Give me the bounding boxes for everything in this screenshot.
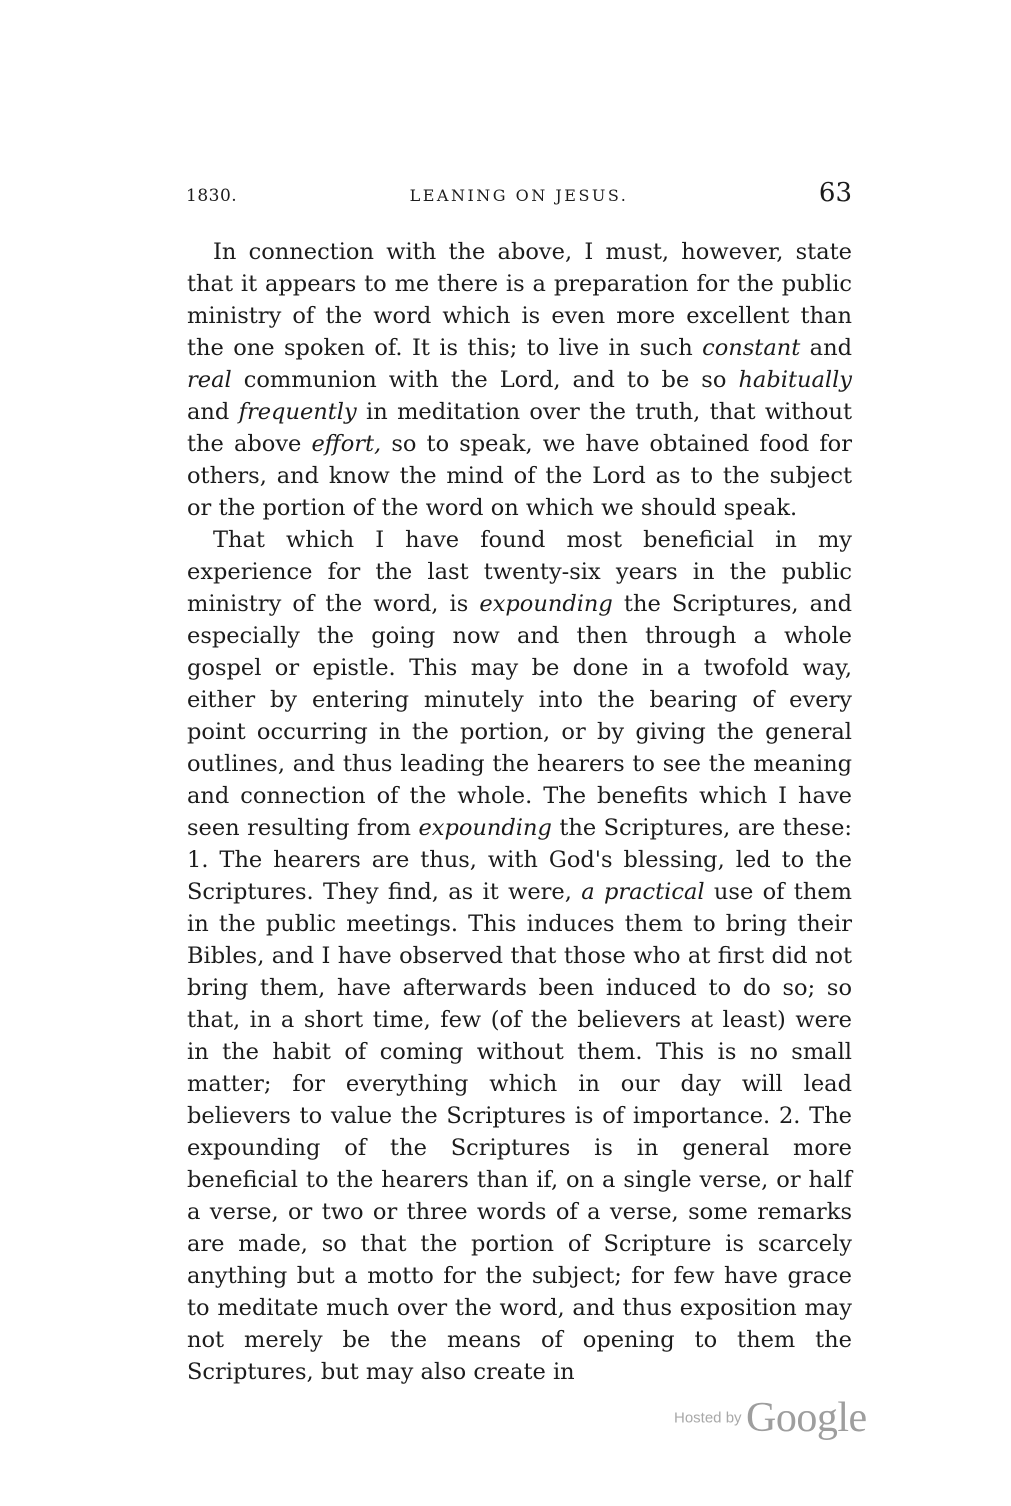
p1-italic-habitually: habitually	[738, 367, 852, 393]
google-logo: Google	[746, 1395, 867, 1441]
page-number: 63	[818, 178, 852, 208]
p2-text-1: That which I have found most beneficial in my experience for the last twenty-six years in the public ministry of the word, is	[187, 527, 852, 617]
p1-text-4: and	[187, 399, 239, 425]
paragraph-2	[187, 524, 852, 1388]
hosted-by-label: Hosted by	[674, 1409, 742, 1427]
p1-text-6: so to speak, we have obtained food for others, and know the mind of the Lord as to the subject or the portion of the word on which we should speak.	[187, 431, 852, 521]
p1-italic-effort: effort,	[311, 431, 382, 457]
running-title: LEANING ON JESUS.	[409, 186, 629, 205]
paragraph-1	[187, 236, 852, 524]
p1-text-3: communion with the Lord, and to be so	[231, 367, 739, 393]
header-year: 1830.	[186, 186, 238, 206]
p2-italic-practical: a practical	[581, 879, 705, 905]
p2-text-4: use of them in the public meetings. This induces them to bring their Bibles, and I have observed that those who at first did not bring them, have afterwards been induced to do so; so that, in a short time, few (of the believers at least) were in the habit of coming without them. This is no small matter; for everything which in our day will lead believers to value the Scriptures is of importance. 2. The expounding of the Scriptures is in general more beneficial to the hearers than if, on a single verse, or half a verse, or two or three words of a verse, some remarks are made, so that the portion of Scripture is scarcely anything but a motto for the subject; for few have grace to meditate much over the word, and thus exposition may not merely be the means of opening to them the Scriptures, but may also create in	[187, 879, 852, 1385]
running-header	[186, 176, 852, 216]
p1-italic-constant: constant	[702, 335, 801, 361]
p1-italic-real: real	[187, 367, 232, 393]
p2-italic-expounding-2: expounding	[418, 815, 552, 841]
body-text	[187, 236, 852, 1388]
p2-text-3: the Scriptures, are these: 1. The hearers are thus, with God's blessing, led to the Scriptures. They find, as it were,	[187, 815, 852, 905]
p1-text-1: In connection with the above, I must, however, state that it appears to me there is a preparation for the public ministry of the word which is even more excellent than the one spoken of. It is this; to live in such	[187, 239, 852, 361]
p1-text-2: and	[800, 335, 852, 361]
p2-italic-expounding-1: expounding	[479, 591, 613, 617]
hosted-by-google-watermark	[674, 1394, 867, 1444]
p2-text-2: the Scriptures, and especially the going now and then through a whole gospel or epistle. This may be done in a twofold way, either by entering minutely into the bearing of every point occurring in the portion, or by giving the general outlines, and thus leading the hearers to see the meaning and connection of the whole. The benefits which I have seen resulting from	[187, 591, 852, 841]
p1-italic-frequently: frequently	[238, 399, 357, 425]
p1-text-5: in meditation over the truth, that without the above	[187, 399, 852, 457]
